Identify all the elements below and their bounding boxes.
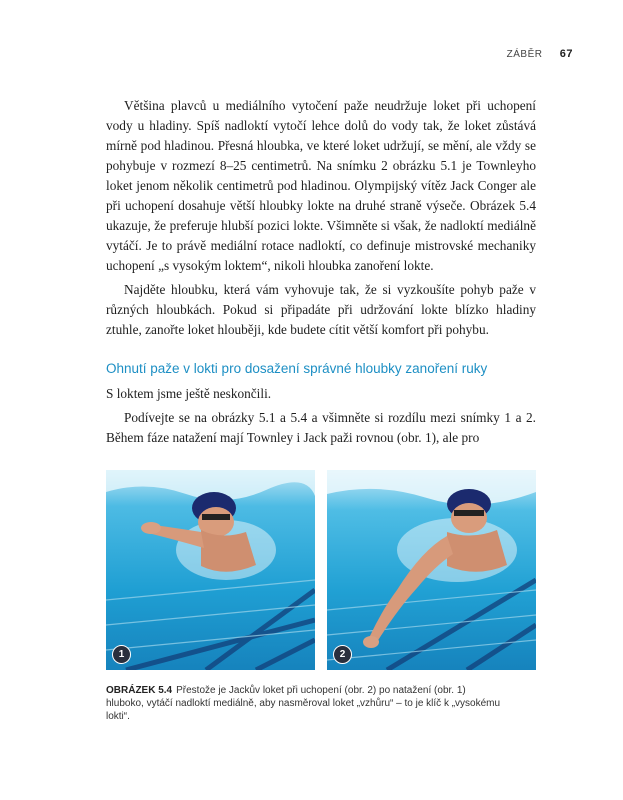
underwater-photo-1 [106,470,315,670]
section-heading: Ohnutí paže v lokti pro dosažení správné hloubky zanoření ruky [106,361,488,376]
body-text-top [106,96,536,340]
running-head [507,48,573,60]
paragraph: Podívejte se na obrázky 5.1 a 5.4 a všimněte si rozdílu mezi snímky 1 a 2. Během fáze natažení mají Townley i Jack paži rovnou (obr. 1), ale pro [106,410,536,445]
section-title: ZÁBĚR [506,49,543,60]
underwater-photo-2 [327,470,536,670]
photo-number-badge: 2 [333,645,352,664]
figure-label: OBRÁZEK 5.4 [106,685,173,696]
photo-swimmer-catch [327,470,536,670]
paragraph: Většina plavců u mediálního vytočení paže neudržuje loket při uchopení vody u hladiny. Spíš nadloktí vytočí lehce dolů do vody tak, že loket zůstává mírně pod hladinou. Přesná hloubka, ve které loket udržují, se mění, ale vždy se pohybuje v rozmezí 8–25 centimetrů. Na snímku 2 obrázku 5.1 je Townleyho loket jenom několik centimetrů pod hladinou. Olympijský vítěz Jack Conger ale při uchopení dosahuje větší hloubky lokte na druhé straně výseče. Obrázek 5.4 ukazuje, že preferuje hlubší pozici lokte. Všimněte si však, že nadloktí mediálně vytáčí. Je to právě mediální rotace nadloktí, co definuje mistrovské mechaniky uchopení „s vysokým loktem“, nikoli hloubka zanoření lokte. [106,98,536,273]
paragraph: S loktem jsme ještě neskončili. [106,386,272,401]
body-text-bottom [106,384,536,448]
paragraph: Najděte hloubku, která vám vyhovuje tak, že si vyzkoušíte pohyb paže v různých hloubkách. Pokud si připadáte při udržování lokte blízko hladiny ztuhle, zanořte loket hlouběji, kde budete cítit větší komfort při pohybu. [106,282,536,337]
caption-text: Přestože je Jackův loket při uchopení (obr. 2) po natažení (obr. 1) hluboko, vytáčí nadloktí mediálně, aby nasměroval loket „vzhůru“ – to je klíč k „vysokému lokti“. [106,685,501,722]
figure-caption [106,684,506,723]
photo-swimmer-extension [106,470,315,670]
photo-number-badge: 1 [112,645,131,664]
page-number: 67 [559,48,573,60]
